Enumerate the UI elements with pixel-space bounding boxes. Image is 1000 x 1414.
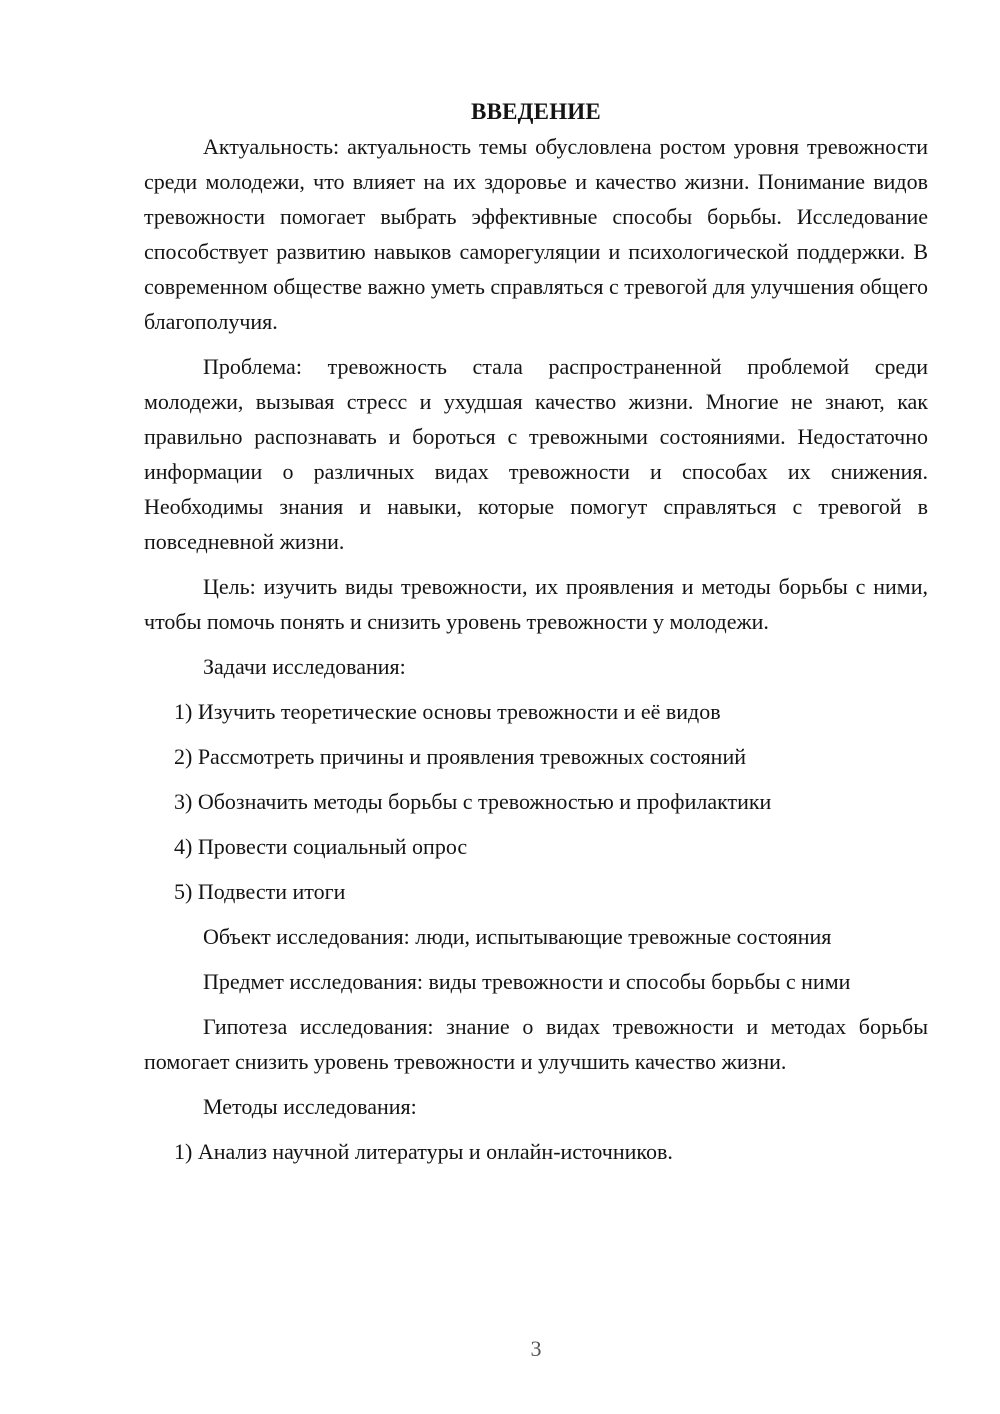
methods-label: Методы исследования: bbox=[203, 1094, 417, 1119]
task-item: 5) Подвести итоги bbox=[174, 879, 346, 904]
hypothesis-paragraph: Гипотеза исследования: знание о видах тревожности и методах борьбы помогает снизить уровень тревожности и улучшить качество жизни. bbox=[144, 1014, 928, 1074]
goal-paragraph: Цель: изучить виды тревожности, их проявления и методы борьбы с ними, чтобы помочь понять и снизить уровень тревожности у молодежи. bbox=[144, 574, 928, 634]
section-heading: ВВЕДЕНИЕ bbox=[471, 99, 601, 124]
task-item: 1) Изучить теоретические основы тревожности и её видов bbox=[174, 699, 721, 724]
task-item: 2) Рассмотреть причины и проявления тревожных состояний bbox=[174, 744, 746, 769]
method-item: 1) Анализ научной литературы и онлайн-источников. bbox=[174, 1139, 673, 1164]
subject-paragraph: Предмет исследования: виды тревожности и способы борьбы с ними bbox=[203, 969, 851, 994]
problem-paragraph: Проблема: тревожность стала распространенной проблемой среди молодежи, вызывая стресс и ухудшая качество жизни. Многие не знают, как правильно распознавать и бороться с тревожными состояниями. Недостаточно информации о различных видах тревожности и способах их снижения. Необходимы знания и навыки, которые помогут справляться с тревогой в повседневной жизни. bbox=[144, 354, 928, 554]
tasks-label: Задачи исследования: bbox=[203, 654, 406, 679]
task-item: 4) Провести социальный опрос bbox=[174, 834, 468, 859]
document-page bbox=[144, 94, 928, 1169]
methods-list bbox=[144, 1134, 928, 1169]
page-number: 3 bbox=[530, 1336, 542, 1361]
task-item: 3) Обозначить методы борьбы с тревожностью и профилактики bbox=[174, 789, 772, 814]
relevance-paragraph: Актуальность: актуальность темы обусловлена ростом уровня тревожности среди молодежи, что влияет на их здоровье и качество жизни. Понимание видов тревожности помогает выбрать эффективные способы борьбы. Исследование способствует развитию навыков саморегуляции и психологической поддержки. В современном обществе важно уметь справляться с тревогой для улучшения общего благополучия. bbox=[144, 134, 928, 334]
object-paragraph: Объект исследования: люди, испытывающие тревожные состояния bbox=[203, 924, 832, 949]
tasks-list bbox=[144, 694, 928, 909]
